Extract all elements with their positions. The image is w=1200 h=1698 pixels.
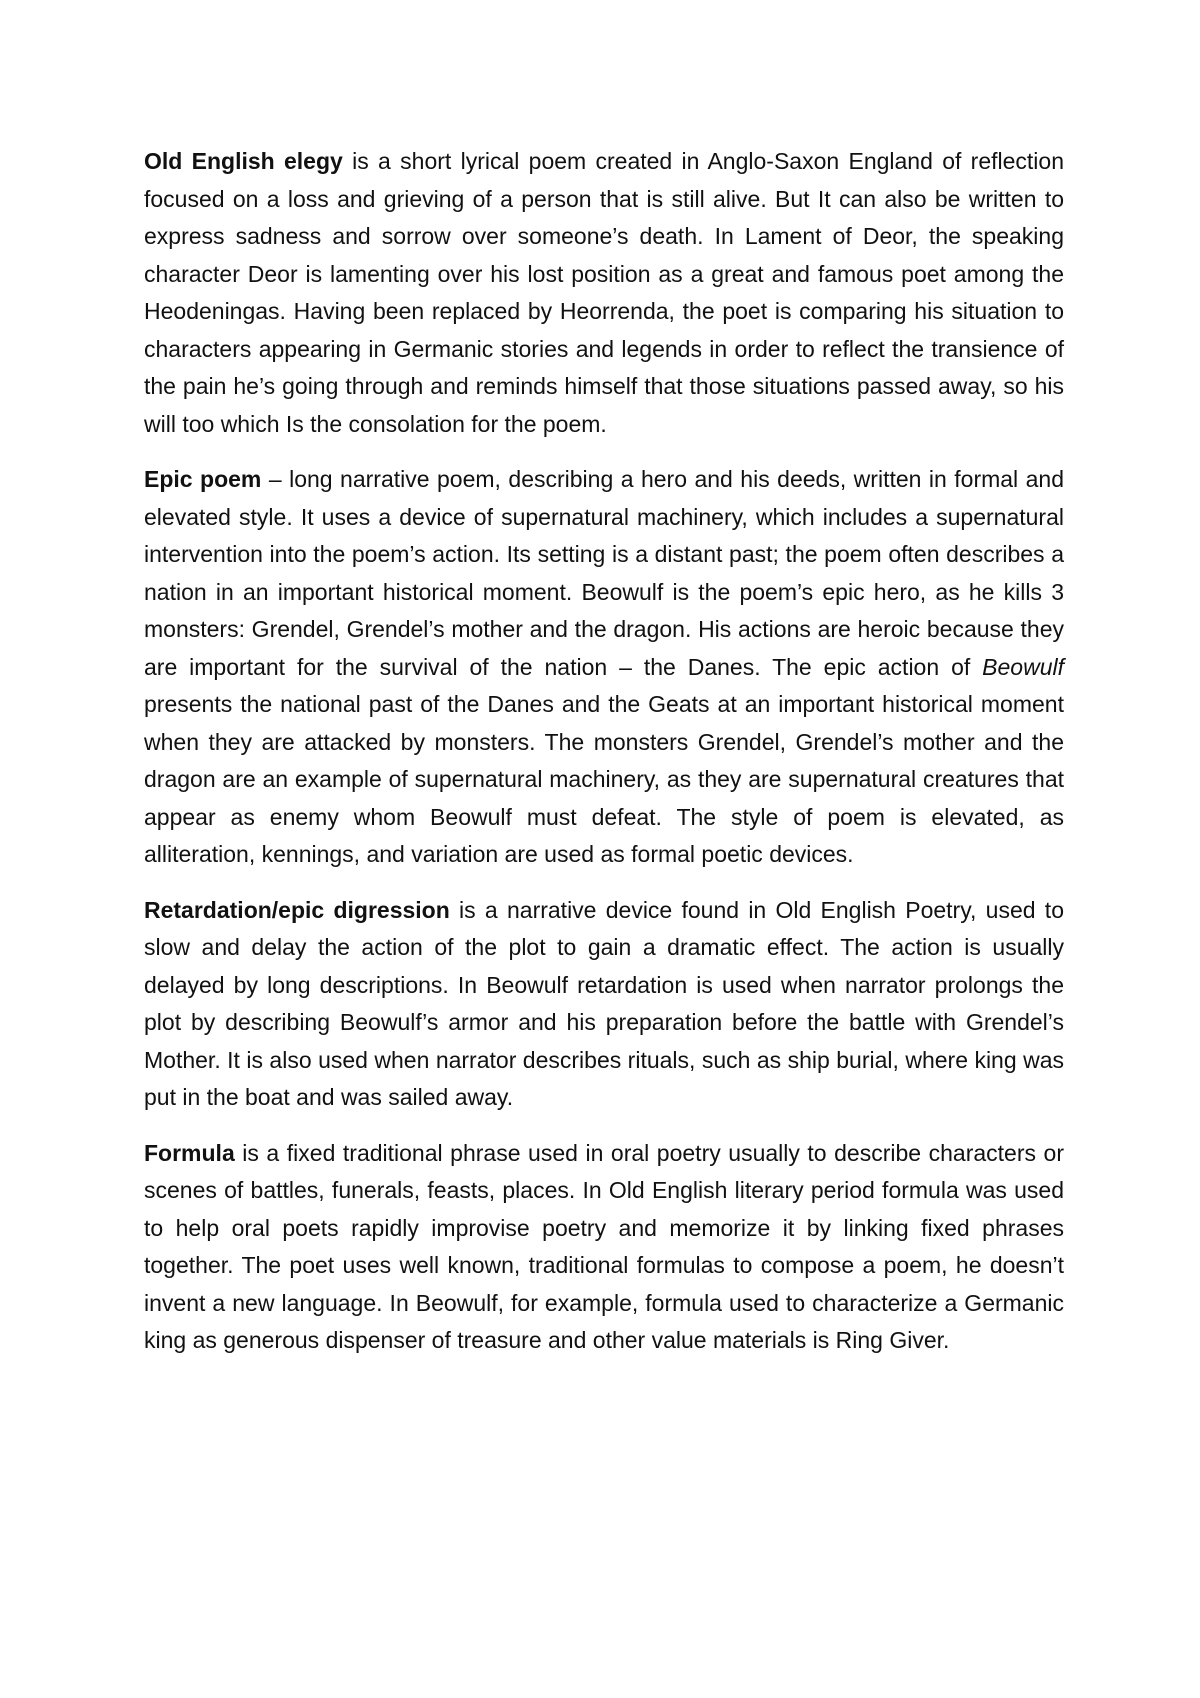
paragraph-old-english-elegy (144, 143, 1064, 443)
term-epic-poem: Epic poem (144, 466, 262, 492)
term-retardation: Retardation/epic digression (144, 896, 450, 923)
term-old-english-elegy: Old English elegy (144, 148, 343, 174)
definition-retardation: is a narrative device found in Old English Poetry, used to slow and delay the action of the plot to gain a dramatic effect. The action is usually delayed by long descriptions. In Beowulf retardation is used when narrator prolongs the plot by describing Beowulf’s armor and his preparation before the battle with Grendel’s Mother. It is also used when narrator describes rituals, such as ship burial, where king was put in the boat and was sailed away. (144, 896, 1064, 1110)
definition-epic-poem-part-1: – long narrative poem, describing a hero and his deeds, written in formal and elevated style. It uses a device of supernatural machinery, which includes a supernatural intervention into the poem’s action. Its setting is a distant past; the poem often describes a nation in an important historical moment. Beowulf is the poem’s epic hero, as he kills 3 monsters: Grendel, Grendel’s mother and the dragon. His actions are heroic because they are important for the survival of the nation – the Danes. The epic action of (144, 466, 1064, 680)
term-formula: Formula (144, 1139, 235, 1166)
paragraph-retardation (144, 892, 1064, 1117)
definition-formula: is a fixed traditional phrase used in oral poetry usually to describe characters or scenes of battles, funerals, feasts, places. In Old English literary period formula was used to help oral poets rapidly improvise poetry and memorize it by linking fixed phrases together. The poet uses well known, traditional formulas to compose a poem, he doesn’t invent a new language. In Beowulf, for example, formula used to characterize a Germanic king as generous dispenser of treasure and other value materials is Ring Giver. (144, 1139, 1064, 1353)
paragraph-formula (144, 1135, 1064, 1360)
definition-old-english-elegy: is a short lyrical poem created in Anglo-Saxon England of reflection focused on a loss and grieving of a person that is still alive. But It can also be written to express sadness and sorrow over someone’s death. In Lament of Deor, the speaking character Deor is lamenting over his lost position as a great and famous poet among the Heodeningas. Having been replaced by Heorrenda, the poet is comparing his situation to characters appearing in Germanic stories and legends in order to reflect the transience of the pain he’s going through and reminds himself that those situations passed away, so his will too which Is the consolation for the poem. (144, 148, 1065, 437)
paragraph-epic-poem (144, 461, 1064, 874)
definition-epic-poem-part-2: presents the national past of the Danes and the Geats at an important historical moment when they are attacked by monsters. The monsters Grendel, Grendel’s mother and the dragon are an example of supernatural machinery, as they are supernatural creatures that appear as enemy whom Beowulf must defeat. The style of poem is elevated, as alliteration, kennings, and variation are used as formal poetic devices. (144, 691, 1064, 867)
document-body (144, 143, 1064, 1378)
italic-title-beowulf: Beowulf (982, 653, 1064, 680)
